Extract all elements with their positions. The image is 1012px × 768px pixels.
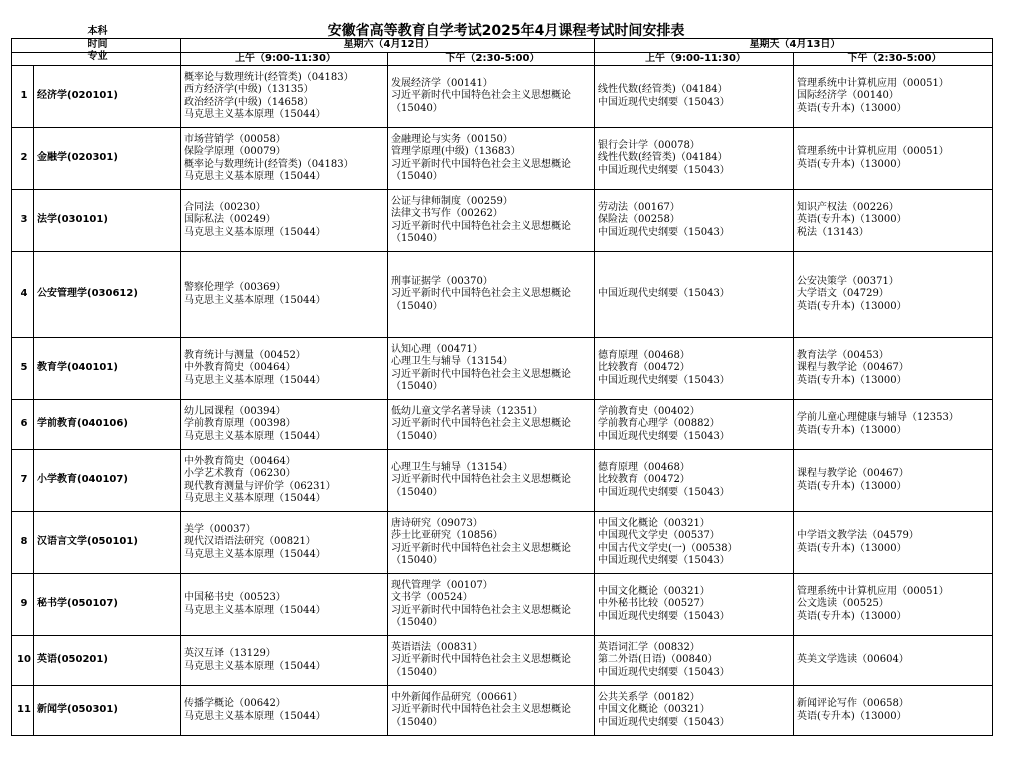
course-line: 新闻评论写作（00658） [797,698,909,709]
course-line: 中外教育简史（00464） [184,362,296,374]
row-number: 9 [12,574,34,636]
course-line: 西方经济学(中级)（13135） [184,84,314,95]
schedule-cell [794,686,993,736]
course-line: 习近平新时代中国特色社会主义思想概论 [391,368,571,380]
course-line: 概率论与数理统计(经管类)（04183） [184,158,354,170]
course-line: 中国现代文学史（00537） [598,530,720,541]
course-line: 警察伦理学（00369） [184,282,286,293]
course-line: 中国近现代史纲要（15043） [598,666,730,678]
course-line: 中国文化概论（00321） [598,517,710,529]
course-line: 唐诗研究（09073） [391,517,483,529]
table-row [12,128,993,190]
course-line: 管理系统中计算机应用（00051） [797,585,949,597]
course-line: 第二外语(日语)（00840） [598,654,718,666]
session-header: 上午（9:00-11:30） [595,52,794,66]
course-line: 中国近现代史纲要（15043） [598,555,730,566]
schedule-cell [794,574,993,636]
corner-label-time: 时间 [87,38,108,50]
course-line: 中国近现代史纲要（15043） [598,716,730,728]
schedule-cell [794,338,993,400]
course-line: 习近平新时代中国特色社会主义思想概论 [391,288,571,300]
schedule-cell [181,574,388,636]
corner-label-major: 专业 [87,51,108,62]
course-line: 马克思主义基本原理（15044） [184,604,326,616]
course-line: 马克思主义基本原理（15044） [184,660,326,672]
course-line: 教育法学（00453） [797,349,889,361]
course-line: 管理学原理(中级)（13683） [391,146,521,157]
course-line: 中国近现代史纲要（15043） [598,226,730,238]
course-line: 英语(专升本)（13000） [797,542,907,554]
course-line: （15040） [391,716,443,728]
schedule-cell [794,128,993,190]
schedule-cell [181,128,388,190]
course-line: 英语(专升本)（13000） [797,610,907,622]
schedule-cell [181,400,388,450]
schedule-cell [388,686,595,736]
course-line: 马克思主义基本原理（15044） [184,430,326,442]
course-line: 学前教育心理学（00882） [598,418,720,430]
course-line: （15040） [391,430,443,442]
course-line: 英语(专升本)（13000） [797,214,907,226]
corner-label-level: 本科 [87,26,108,37]
course-line: 英美文学选读（00604） [797,654,909,666]
course-line: 英语语法（00831） [391,641,483,653]
row-number: 7 [12,450,34,512]
table-row [12,574,993,636]
schedule-cell [595,636,794,686]
schedule-cell [181,338,388,400]
row-number: 8 [12,512,34,574]
row-number: 6 [12,400,34,450]
course-line: 低幼儿童文学名著导读（12351） [391,405,543,417]
course-line: 文书学（00524） [391,592,473,603]
course-line: 法律文书写作（00262） [391,208,503,219]
course-line: 马克思主义基本原理（15044） [184,374,326,386]
course-line: 公文选读（00525） [797,598,889,610]
major-name: 学前教育(040106) [34,400,181,450]
table-row [12,400,993,450]
course-line: 美学（00037） [184,523,256,535]
course-line: 习近平新时代中国特色社会主义思想概论 [391,90,571,102]
course-line: 比较教育（00472） [598,474,690,486]
course-line: 传播学概论（00642） [184,698,286,709]
major-name: 汉语言文学(050101) [34,512,181,574]
course-line: 幼儿园课程（00394） [184,405,286,417]
course-line: 中国近现代史纲要（15043） [598,486,730,498]
schedule-cell [595,512,794,574]
schedule-cell [794,512,993,574]
session-header: 下午（2:30-5:00） [388,52,595,66]
schedule-cell [181,636,388,686]
corner-header [12,26,181,66]
course-line: 劳动法（00167） [598,201,680,213]
major-name: 英语(050201) [34,636,181,686]
course-line: 德育原理（00468） [598,349,690,361]
schedule-cell [595,450,794,512]
course-line: 政治经济学(中级)（14658） [184,96,314,108]
course-line: 习近平新时代中国特色社会主义思想概论 [391,604,571,616]
course-line: 发展经济学（00141） [391,77,493,89]
course-line: 中外教育简史（00464） [184,455,296,467]
course-line: 税法（13143） [797,226,869,238]
table-row [12,450,993,512]
course-line: 知识产权法（00226） [797,201,899,213]
course-line: 心理卫生与辅导（13154） [391,356,513,367]
course-line: 刑事证据学（00370） [391,275,493,287]
course-line: （15040） [391,666,443,678]
course-line: 英语(专升本)（13000） [797,102,907,114]
course-line: （15040） [391,617,443,628]
schedule-cell [181,252,388,338]
course-line: 概率论与数理统计(经管类)（04183） [184,71,354,83]
course-line: 现代管理学（00107） [391,579,493,591]
row-number: 11 [12,686,34,736]
course-line: 教育统计与测量（00452） [184,349,306,361]
course-line: 线性代数(经管类)（04184） [598,152,728,164]
major-name: 新闻学(050301) [34,686,181,736]
table-row [12,252,993,338]
course-line: 管理系统中计算机应用（00051） [797,146,949,157]
course-line: 英汉互译（13129） [184,648,276,659]
course-line: 马克思主义基本原理（15044） [184,493,326,504]
course-line: 中国近现代史纲要（15043） [598,164,730,176]
course-line: （15040） [391,300,443,312]
course-line: 中外秘书比较（00527） [598,598,710,610]
schedule-cell [388,252,595,338]
course-line: 公共关系学（00182） [598,691,700,703]
table-row [12,66,993,128]
major-name: 法学(030101) [34,190,181,252]
schedule-cell [181,450,388,512]
schedule-cell [388,450,595,512]
schedule-cell [794,252,993,338]
schedule-cell [181,512,388,574]
course-line: 习近平新时代中国特色社会主义思想概论 [391,654,571,666]
course-line: 英语(专升本)（13000） [797,300,907,312]
major-name: 小学教育(040107) [34,450,181,512]
schedule-cell [388,636,595,686]
row-number: 5 [12,338,34,400]
schedule-cell [595,686,794,736]
schedule-cell [794,400,993,450]
row-number: 10 [12,636,34,686]
course-line: 马克思主义基本原理（15044） [184,171,326,182]
major-name: 金融学(020301) [34,128,181,190]
day-header-sunday: 星期天（4月13日） [595,39,993,53]
schedule-cell [388,128,595,190]
course-line: 保险法（00258） [598,214,680,226]
course-line: 习近平新时代中国特色社会主义思想概论 [391,542,571,554]
course-line: 英语(专升本)（13000） [797,424,907,436]
course-line: 中国近现代史纲要（15043） [598,96,730,108]
course-line: 公安决策学（00371） [797,275,899,287]
schedule-cell [181,66,388,128]
schedule-cell [388,338,595,400]
course-line: （15040） [391,102,443,114]
course-line: （15040） [391,233,443,244]
table-row [12,512,993,574]
course-line: 心理卫生与辅导（13154） [391,461,513,473]
course-line: 大学语文（04729） [797,288,889,300]
course-line: 现代汉语语法研究（00821） [184,536,316,548]
page-title: 安徽省高等教育自学考试2025年4月课程考试时间安排表 [327,23,685,39]
schedule-cell [595,128,794,190]
schedule-cell [595,400,794,450]
course-line: 中国古代文学史(一)（00538） [598,542,738,554]
course-line: 学前教育史（00402） [598,405,700,417]
course-line: 英语(专升本)（13000） [797,710,907,722]
course-line: 马克思主义基本原理（15044） [184,294,326,306]
schedule-cell [595,574,794,636]
table-row [12,190,993,252]
course-line: 国际私法（00249） [184,214,276,226]
course-line: 市场营销学（00058） [184,133,286,145]
course-line: 比较教育（00472） [598,362,690,374]
course-line: 银行会计学（00078） [598,139,700,151]
course-line: 金融理论与实务（00150） [391,133,513,145]
course-line: 学前儿童心理健康与辅导（12353） [797,412,959,423]
course-line: （15040） [391,555,443,566]
row-number: 2 [12,128,34,190]
course-line: 马克思主义基本原理（15044） [184,710,326,722]
schedule-cell [794,636,993,686]
course-line: 中国文化概论（00321） [598,704,710,716]
schedule-cell [388,574,595,636]
course-line: 中外新闻作品研究（00661） [391,691,523,703]
course-line: 英语(专升本)（13000） [797,374,907,386]
course-line: 英语(专升本)（13000） [797,480,907,492]
course-line: 马克思主义基本原理（15044） [184,548,326,560]
schedule-cell [388,400,595,450]
row-number: 3 [12,190,34,252]
course-line: 习近平新时代中国特色社会主义思想概论 [391,158,571,170]
course-line: （15040） [391,171,443,182]
course-line: 保险学原理（00079） [184,146,286,157]
course-line: 中国近现代史纲要（15043） [598,610,730,622]
course-line: （15040） [391,381,443,392]
schedule-cell [388,512,595,574]
course-line: 学前教育原理（00398） [184,418,296,430]
row-number: 4 [12,252,34,338]
major-name: 经济学(020101) [34,66,181,128]
course-line: 线性代数(经管类)（04184） [598,84,728,95]
course-line: 课程与教学论（00467） [797,468,909,479]
major-name: 教育学(040101) [34,338,181,400]
course-line: 中国近现代史纲要（15043） [598,430,730,442]
course-line: 英语(专升本)（13000） [797,158,907,170]
schedule-cell [181,686,388,736]
course-line: 中学语文教学法（04579） [797,530,919,541]
schedule-cell [595,66,794,128]
course-line: 习近平新时代中国特色社会主义思想概论 [391,418,571,430]
schedule-cell [595,338,794,400]
session-header: 下午（2:30-5:00） [794,52,993,66]
course-line: 习近平新时代中国特色社会主义思想概论 [391,220,571,232]
course-line: （15040） [391,486,443,498]
course-line: 管理系统中计算机应用（00051） [797,77,949,89]
schedule-cell [794,66,993,128]
course-line: 英语词汇学（00832） [598,641,700,653]
course-line: 中国近现代史纲要（15043） [598,374,730,386]
course-line: 现代教育测量与评价学（06231） [184,480,336,492]
row-number: 1 [12,66,34,128]
table-row [12,338,993,400]
table-row [12,686,993,736]
course-line: 认知心理（00471） [391,343,483,355]
schedule-cell [595,252,794,338]
schedule-cell [388,66,595,128]
table-row [12,636,993,686]
session-header: 上午（9:00-11:30） [181,52,388,66]
course-line: 中国秘书史（00523） [184,592,286,603]
course-line: 莎士比亚研究（10856） [391,530,503,541]
course-line: 公证与律师制度（00259） [391,195,513,207]
course-line: 习近平新时代中国特色社会主义思想概论 [391,704,571,716]
schedule-cell [388,190,595,252]
course-line: 合同法（00230） [184,201,266,213]
course-line: 国际经济学（00140） [797,90,899,102]
course-line: 中国文化概论（00321） [598,585,710,597]
course-line: 小学艺术教育（06230） [184,468,296,479]
schedule-cell [595,190,794,252]
course-line: 课程与教学论（00467） [797,362,909,374]
schedule-cell [794,190,993,252]
schedule-cell [181,190,388,252]
major-name: 公安管理学(030612) [34,252,181,338]
major-name: 秘书学(050107) [34,574,181,636]
course-line: 习近平新时代中国特色社会主义思想概论 [391,474,571,486]
schedule-cell [794,450,993,512]
course-line: 中国近现代史纲要（15043） [598,288,730,300]
course-line: 马克思主义基本原理（15044） [184,109,326,120]
course-line: 马克思主义基本原理（15044） [184,226,326,238]
day-header-saturday: 星期六（4月12日） [181,39,595,53]
course-line: 德育原理（00468） [598,461,690,473]
